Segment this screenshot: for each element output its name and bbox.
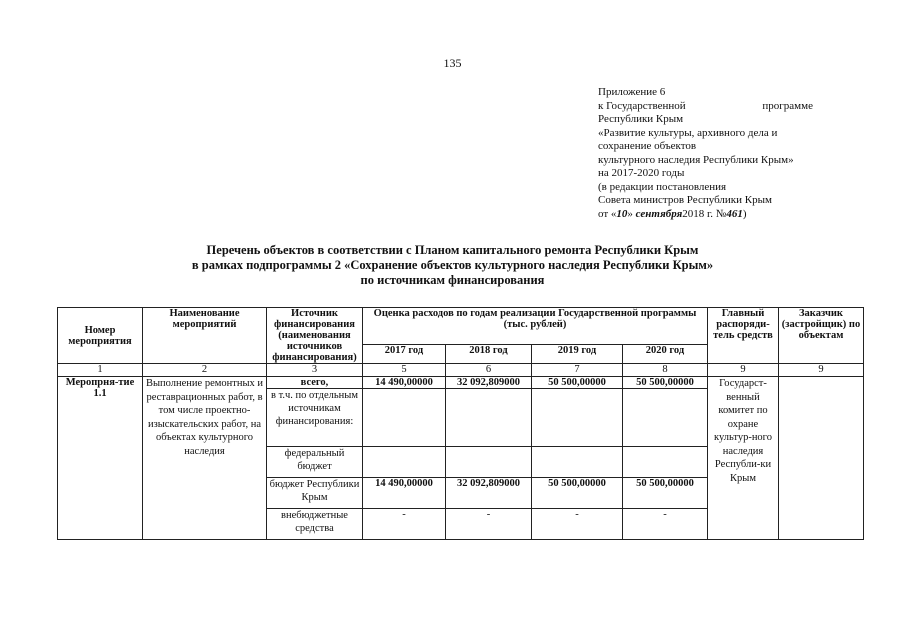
- value-2017: [363, 389, 446, 447]
- value-2020: 50 500,00000: [623, 377, 708, 389]
- value-2017: [363, 447, 446, 478]
- value-2018: [446, 389, 532, 447]
- title-line: в рамках подпрограммы 2 «Сохранение объектов культурного наследия Республики Крым»: [191, 258, 714, 272]
- header-manager: Главный распоряди-тель средств: [708, 308, 779, 364]
- col-number: 1: [58, 364, 143, 377]
- appendix-line: Совета министров Республики Крым: [598, 194, 772, 206]
- col-number: 3: [267, 364, 363, 377]
- col-number: 7: [532, 364, 623, 377]
- value-2017: -: [363, 509, 446, 540]
- date-year: 2018 г. №: [682, 207, 727, 220]
- value-2020: 50 500,00000: [623, 478, 708, 509]
- header-source: Источник финансирования (наименования источников финансирования): [267, 308, 363, 364]
- col-number: 8: [623, 364, 708, 377]
- appendix-line: культурного наследия Республики Крым»: [598, 153, 794, 166]
- source-label: в т.ч. по отдельным источникам финансирования:: [267, 389, 363, 447]
- appendix-line: Республики Крым: [598, 113, 684, 125]
- source-label: бюджет Республики Крым: [267, 478, 363, 509]
- header-row: [58, 308, 864, 345]
- appendix-line: на 2017-2020 годы: [598, 167, 685, 179]
- value-2019: 50 500,00000: [532, 478, 623, 509]
- appendix-line: сохранение объектов: [598, 140, 697, 152]
- header-2020: 2020 год: [623, 344, 708, 363]
- manager-cell: Государст-венный комитет по охране культур-ного наследия Республи-ки Крым: [708, 377, 779, 540]
- value-2018: 32 092,809000: [446, 377, 532, 389]
- value-2018: -: [446, 509, 532, 540]
- appendix-line: (в редакции постановления: [598, 180, 727, 193]
- financing-table: [57, 307, 864, 540]
- header-2018: 2018 год: [446, 344, 532, 363]
- value-2019: [532, 447, 623, 478]
- date-suffix: ): [742, 207, 747, 220]
- header-2019: 2019 год: [532, 344, 623, 363]
- page-number: 135: [443, 56, 462, 70]
- title-line: по источникам финансирования: [360, 273, 545, 287]
- value-2020: -: [623, 509, 708, 540]
- customer-cell: [779, 377, 864, 540]
- measure-number: Меропрня-тие 1.1: [58, 377, 143, 540]
- col-number: 6: [446, 364, 532, 377]
- header-estimate: Оценка расходов по годам реализации Государственной программы (тыс. рублей): [363, 308, 708, 345]
- value-2019: 50 500,00000: [532, 377, 623, 389]
- handwritten-number: 461: [726, 207, 743, 220]
- measure-name: Выполнение ремонтных и реставрационных работ, в том числе проектно-изыскательских работ, на объектах культурного наследия: [143, 377, 267, 540]
- value-2017: 14 490,00000: [363, 377, 446, 389]
- appendix-line: «Развитие культуры, архивного дела и: [598, 126, 778, 139]
- appendix-text: к Государственной: [598, 99, 686, 112]
- appendix-text: программе: [762, 99, 813, 112]
- col-number: 9: [779, 364, 864, 377]
- header-customer: Заказчик (застройщик) по объектам: [779, 308, 864, 364]
- value-2018: 32 092,809000: [446, 478, 532, 509]
- column-number-row: [58, 364, 864, 377]
- header-2017: 2017 год: [363, 344, 446, 363]
- title-line: Перечень объектов в соответствии с Планом капитального ремонта Республики Крым: [206, 243, 699, 257]
- document-title: [0, 243, 905, 288]
- col-number: 2: [143, 364, 267, 377]
- col-number: 5: [363, 364, 446, 377]
- source-label: всего,: [267, 377, 363, 389]
- source-label: внебюджетные средства: [267, 509, 363, 540]
- value-2019: [532, 389, 623, 447]
- source-label: федеральный бюджет: [267, 447, 363, 478]
- table-row: [58, 377, 864, 389]
- handwritten-month: сентября: [635, 207, 683, 220]
- value-2018: [446, 447, 532, 478]
- appendix-line: [598, 100, 813, 114]
- header-number: Номер мероприятия: [58, 308, 143, 364]
- value-2020: [623, 389, 708, 447]
- resolution-date-line: [598, 208, 838, 222]
- date-prefix: от «: [598, 207, 617, 220]
- date-mid: »: [627, 207, 636, 220]
- value-2020: [623, 447, 708, 478]
- handwritten-day: 10: [616, 207, 628, 220]
- value-2017: 14 490,00000: [363, 478, 446, 509]
- value-2019: -: [532, 509, 623, 540]
- header-name: Наименование мероприятий: [143, 308, 267, 364]
- col-number: 9: [708, 364, 779, 377]
- appendix-line: Приложение 6: [598, 86, 666, 98]
- appendix-block: [598, 86, 838, 221]
